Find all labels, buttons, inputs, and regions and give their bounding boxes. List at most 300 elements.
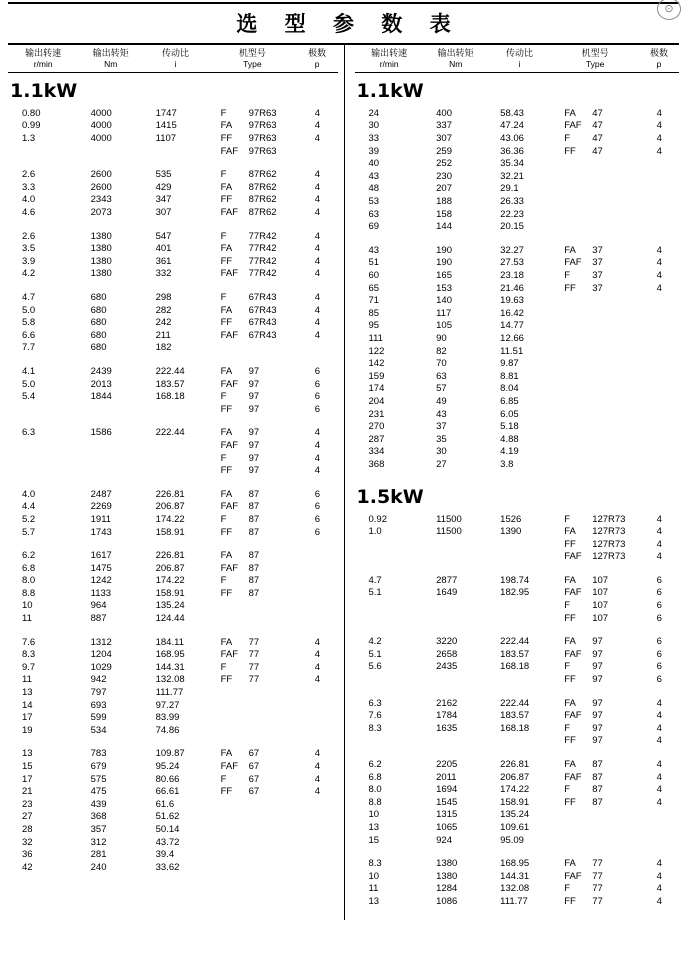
cell-output-torque: 207 — [436, 183, 452, 195]
cell-output-speed — [8, 404, 79, 417]
cell-output-speed: 3.3 — [22, 181, 36, 193]
header-unit: i — [174, 59, 177, 70]
header-output-torque — [424, 48, 488, 70]
table-row — [355, 245, 680, 258]
cell-ratio: 158.91 — [155, 526, 185, 538]
table-row — [8, 169, 338, 182]
cell-type — [552, 120, 639, 133]
cell-output-torque: 337 — [436, 120, 452, 132]
table-row — [8, 133, 338, 146]
cell-output-speed: 4.2 — [368, 636, 382, 648]
cell-type — [209, 330, 298, 343]
cell-type — [209, 465, 298, 478]
cell-output-torque: 190 — [436, 257, 452, 269]
page-title: 选 型 参 数 表 — [236, 12, 461, 36]
cell-ratio: 4.19 — [500, 446, 519, 458]
cell-poles: 6 — [314, 488, 321, 500]
cell-ratio: 222.44 — [500, 697, 530, 709]
type-number: 87R62 — [248, 194, 277, 206]
type-number: 97R63 — [248, 120, 277, 132]
cell-output-speed: 6.8 — [22, 562, 36, 574]
cell-ratio — [488, 735, 552, 748]
cell-poles: 4 — [314, 649, 321, 661]
cell-type — [209, 182, 298, 195]
cell-type — [552, 772, 639, 785]
cell-type — [209, 687, 298, 700]
type-number: 97 — [592, 722, 603, 734]
cell-poles: 6 — [656, 674, 662, 686]
cell-ratio: 135.24 — [155, 600, 185, 612]
type-prefix: FA — [220, 550, 233, 562]
cell-ratio: 168.18 — [155, 391, 185, 403]
type-number: 47 — [592, 107, 603, 119]
cell-ratio: 307 — [155, 207, 172, 219]
cell-poles: 4 — [656, 270, 662, 281]
type-number: 67 — [248, 773, 260, 785]
type-prefix: FA — [220, 488, 233, 500]
cell-type — [209, 440, 298, 453]
cell-ratio: 109.87 — [155, 748, 185, 760]
table-row — [8, 427, 338, 440]
cell-ratio: 61.6 — [155, 798, 175, 810]
cell-poles — [297, 849, 337, 862]
table-row — [355, 613, 680, 626]
left-column-header — [8, 45, 338, 70]
table-row — [8, 330, 338, 343]
type-prefix: F — [564, 661, 570, 673]
table-row — [355, 661, 680, 674]
cell-output-torque: 2162 — [436, 697, 458, 709]
type-prefix: FAF — [220, 761, 239, 772]
cell-output-torque: 693 — [90, 699, 107, 711]
type-number: 77 — [248, 649, 260, 661]
cell-type — [552, 421, 639, 434]
cell-poles: 4 — [314, 661, 321, 673]
cell-poles — [297, 575, 337, 588]
cell-output-torque: 1380 — [436, 858, 458, 870]
cell-output-torque: 70 — [436, 358, 447, 370]
cell-ratio: 8.81 — [500, 370, 519, 382]
table-row — [355, 409, 680, 422]
type-number: 87 — [248, 550, 260, 562]
table-row — [355, 383, 680, 396]
type-prefix: FA — [220, 181, 233, 193]
table-row — [8, 440, 338, 453]
cell-type — [209, 194, 298, 207]
type-number: 67 — [248, 761, 260, 772]
table-row — [8, 207, 338, 220]
type-number: 67R43 — [248, 292, 277, 303]
cell-type — [552, 108, 639, 121]
cell-output-torque: 281 — [90, 849, 107, 861]
cell-output-torque: 11500 — [436, 526, 462, 538]
type-number: 77 — [592, 858, 603, 870]
cell-poles — [640, 809, 679, 822]
cell-poles: 4 — [656, 282, 662, 294]
cell-output-speed: 204 — [368, 395, 385, 407]
cell-output-speed: 6.3 — [22, 427, 36, 439]
cell-output-speed: 19 — [22, 724, 33, 736]
cell-output-speed: 36 — [22, 849, 33, 861]
cell-output-torque: 1911 — [90, 513, 112, 525]
header-unit: p — [314, 59, 320, 70]
cell-ratio: 222.44 — [155, 427, 185, 439]
type-prefix: FF — [564, 282, 576, 294]
cell-type — [209, 761, 298, 774]
type-number: 67R43 — [248, 317, 277, 329]
cell-ratio: 144.31 — [155, 661, 185, 673]
cell-output-speed: 270 — [368, 421, 385, 433]
cell-poles — [640, 171, 679, 184]
cell-poles: 6 — [656, 612, 662, 624]
cell-output-torque: 1065 — [436, 821, 458, 833]
cell-output-speed: 11 — [368, 883, 379, 895]
cell-poles: 4 — [656, 145, 662, 157]
cell-poles: 4 — [314, 268, 321, 280]
table-row — [355, 723, 680, 736]
cell-ratio: 66.61 — [155, 786, 180, 798]
cell-ratio: 9.87 — [500, 358, 519, 370]
cell-poles — [640, 308, 679, 321]
cell-ratio: 12.66 — [500, 332, 524, 344]
type-number: 127R73 — [592, 526, 626, 538]
right-data-groups-1 — [355, 108, 680, 472]
type-number: 97R63 — [248, 107, 277, 119]
cell-output-torque: 2658 — [436, 648, 458, 660]
table-row — [8, 108, 338, 121]
cell-poles: 4 — [656, 526, 662, 538]
cell-type — [209, 514, 298, 527]
cell-type — [209, 700, 298, 713]
table-row — [8, 366, 338, 379]
cell-ratio: 111.77 — [155, 687, 184, 699]
cell-output-speed: 10 — [368, 870, 380, 882]
cell-poles — [297, 725, 337, 738]
cell-type — [209, 837, 298, 850]
cell-poles: 4 — [656, 697, 662, 709]
cell-poles: 4 — [314, 439, 321, 451]
cell-ratio: 206.87 — [155, 501, 185, 513]
cell-output-torque: 49 — [436, 395, 447, 407]
type-prefix: FAF — [564, 587, 582, 599]
cell-poles: 4 — [314, 230, 321, 242]
cell-poles: 6 — [314, 501, 321, 513]
cell-output-speed: 71 — [368, 295, 380, 307]
cell-output-torque: 4000 — [90, 107, 112, 119]
cell-output-speed: 39 — [368, 145, 380, 157]
header-output-speed — [355, 48, 424, 70]
type-number: 97 — [592, 697, 603, 709]
cell-type — [552, 221, 639, 234]
cell-poles: 4 — [314, 107, 321, 119]
cell-poles: 4 — [656, 771, 662, 783]
cell-ratio: 47.24 — [500, 120, 524, 132]
cell-output-speed — [8, 146, 79, 159]
cell-type — [209, 799, 298, 812]
cell-output-torque: 924 — [436, 834, 452, 846]
right-header-rule — [355, 72, 680, 73]
table-row — [355, 674, 680, 687]
cell-ratio: 19.63 — [500, 295, 524, 307]
cell-output-speed: 43 — [368, 170, 380, 182]
cell-ratio: 58.43 — [500, 107, 524, 119]
cell-poles: 4 — [314, 761, 321, 772]
table-row — [355, 283, 680, 296]
cell-type — [552, 358, 639, 371]
cell-type — [209, 453, 298, 466]
cell-poles — [297, 811, 337, 824]
cell-type — [209, 231, 298, 244]
table-row — [355, 371, 680, 384]
table-row — [355, 158, 680, 171]
cell-output-speed: 11 — [22, 674, 32, 686]
type-prefix: FAF — [564, 120, 582, 132]
cell-type — [552, 613, 639, 626]
cell-output-speed: 5.6 — [368, 661, 382, 673]
type-prefix: FAF — [564, 710, 582, 722]
table-row — [8, 862, 338, 875]
cell-output-speed: 63 — [368, 208, 380, 220]
table-row — [355, 514, 680, 527]
table-row — [355, 270, 680, 283]
cell-output-torque: 1380 — [90, 230, 112, 242]
cell-output-torque: 1380 — [90, 268, 112, 280]
cell-output-torque: 680 — [90, 329, 107, 341]
cell-output-torque: 82 — [436, 345, 447, 357]
table-row — [8, 514, 338, 527]
cell-ratio: 182 — [155, 342, 172, 354]
type-number: 67R43 — [248, 329, 277, 341]
header-poles — [297, 48, 338, 70]
type-prefix: FA — [220, 427, 233, 439]
cell-type — [552, 809, 639, 822]
type-prefix: F — [220, 107, 227, 119]
cell-output-speed: 8.0 — [368, 784, 382, 796]
type-number: 47 — [592, 133, 603, 145]
cell-output-torque: 190 — [436, 244, 452, 256]
table-row — [8, 837, 338, 850]
cell-ratio: 4.88 — [500, 433, 519, 445]
type-prefix: FF — [564, 145, 576, 157]
power-heading-right-1: 1.1kW — [356, 79, 424, 102]
cell-output-torque: 887 — [90, 613, 107, 625]
data-group — [8, 292, 338, 355]
cell-poles — [640, 822, 679, 835]
table-row — [8, 637, 338, 650]
cell-poles: 4 — [314, 207, 321, 219]
cell-ratio: 29.1 — [500, 183, 519, 195]
cell-type — [552, 146, 639, 159]
cell-ratio: 23.18 — [500, 270, 524, 281]
type-prefix: FA — [220, 636, 233, 648]
cell-output-speed: 10 — [22, 600, 33, 612]
cell-output-torque: 165 — [436, 270, 452, 281]
cell-type — [209, 489, 298, 502]
cell-ratio: 183.57 — [500, 710, 530, 722]
cell-output-torque — [79, 465, 144, 478]
cell-poles: 4 — [314, 120, 321, 132]
table-row — [355, 822, 680, 835]
cell-output-torque: 90 — [436, 332, 447, 344]
cell-type — [552, 383, 639, 396]
table-row — [355, 396, 680, 409]
cell-output-speed: 0.99 — [22, 120, 41, 132]
cell-ratio: 168.18 — [500, 661, 530, 673]
cell-type — [209, 563, 298, 576]
cell-type — [209, 748, 298, 761]
cell-ratio: 43.72 — [155, 836, 180, 848]
cell-type — [209, 662, 298, 675]
cell-type — [209, 637, 298, 650]
cell-poles: 4 — [656, 551, 662, 563]
cell-type — [552, 183, 639, 196]
cell-output-torque: 158 — [436, 208, 452, 220]
cell-ratio: 135.24 — [500, 809, 530, 821]
cell-type — [552, 858, 639, 871]
cell-poles: 6 — [656, 636, 662, 648]
type-number: 97 — [592, 710, 603, 722]
cell-output-torque: 105 — [436, 320, 452, 332]
cell-output-torque: 2487 — [90, 488, 112, 500]
type-number: 87 — [592, 784, 603, 796]
cell-output-torque: 1380 — [90, 255, 112, 267]
data-group — [8, 169, 338, 219]
header-unit: Nm — [104, 59, 118, 70]
cell-poles — [640, 446, 679, 459]
type-prefix: FAF — [564, 257, 582, 269]
type-prefix: FA — [220, 243, 233, 255]
table-row — [355, 146, 680, 159]
cell-ratio: 8.04 — [500, 383, 519, 395]
table-row — [355, 133, 680, 146]
table-row — [8, 799, 338, 812]
cell-ratio — [144, 404, 209, 417]
cell-output-torque: 2013 — [90, 378, 112, 390]
type-prefix: FF — [564, 674, 576, 686]
cell-ratio: 5.18 — [500, 421, 519, 433]
cell-output-speed: 95 — [368, 320, 380, 332]
type-prefix: F — [220, 575, 227, 587]
cell-output-torque: 140 — [436, 295, 452, 307]
header-unit: Nm — [449, 59, 463, 70]
type-prefix: FA — [220, 120, 233, 132]
cell-type — [209, 366, 298, 379]
type-number: 107 — [592, 587, 609, 599]
type-number: 97 — [248, 452, 260, 464]
type-number: 87R62 — [248, 181, 277, 193]
cell-output-torque: 1133 — [90, 587, 112, 599]
cell-output-torque: 4000 — [90, 120, 112, 132]
cell-output-torque: 230 — [436, 170, 452, 182]
type-prefix: FA — [564, 244, 576, 256]
cell-output-torque — [79, 440, 144, 453]
cell-output-torque: 259 — [436, 145, 452, 157]
type-number: 77R42 — [248, 255, 277, 267]
cell-output-torque: 2011 — [436, 771, 457, 783]
cell-ratio: 226.81 — [500, 759, 530, 770]
cell-ratio: 124.44 — [155, 613, 185, 625]
cell-ratio: 206.87 — [155, 562, 185, 574]
type-number: 97R63 — [248, 145, 277, 157]
cell-type — [552, 784, 639, 797]
table-row — [355, 649, 680, 662]
type-prefix: FAF — [564, 648, 582, 660]
cell-ratio: 198.74 — [500, 574, 530, 586]
cell-output-speed: 8.3 — [368, 722, 382, 734]
table-row — [355, 551, 680, 564]
cell-ratio: 16.42 — [500, 307, 524, 319]
cell-poles: 4 — [314, 773, 321, 785]
cell-output-speed: 6.8 — [368, 771, 382, 783]
type-number: 87R62 — [248, 207, 277, 219]
cell-output-torque — [79, 453, 144, 466]
cell-output-torque: 680 — [90, 342, 107, 354]
cell-type — [209, 243, 298, 256]
cell-ratio: 168.95 — [155, 649, 185, 661]
cell-ratio: 183.57 — [155, 378, 185, 390]
cell-output-speed: 122 — [368, 345, 385, 357]
table-row — [8, 600, 338, 613]
type-prefix: FA — [564, 107, 576, 119]
cell-poles — [640, 295, 679, 308]
type-number: 107 — [592, 574, 609, 586]
cell-output-speed: 4.7 — [368, 574, 382, 586]
cell-poles — [640, 183, 679, 196]
table-columns — [8, 45, 679, 920]
cell-poles — [297, 837, 337, 850]
cell-output-speed: 30 — [368, 120, 380, 132]
type-prefix: FA — [220, 365, 233, 377]
left-header-rule — [8, 72, 338, 73]
cell-type — [552, 759, 639, 772]
cell-ratio: 1747 — [155, 107, 177, 119]
cell-output-speed: 5.0 — [22, 304, 36, 316]
cell-ratio — [144, 146, 209, 159]
cell-output-torque: 2600 — [90, 181, 112, 193]
cell-ratio — [488, 551, 552, 564]
table-row — [8, 575, 338, 588]
type-prefix: FAF — [220, 378, 239, 390]
cell-output-speed — [8, 453, 79, 466]
table-row — [355, 346, 680, 359]
cell-ratio: 43.06 — [500, 133, 524, 145]
table-row — [8, 849, 338, 862]
power-heading-left: 1.1kW — [10, 79, 78, 102]
cell-type — [552, 245, 639, 258]
cell-ratio: 109.61 — [500, 821, 530, 833]
cell-ratio: 80.66 — [155, 773, 180, 785]
cell-type — [552, 575, 639, 588]
cell-ratio — [144, 440, 209, 453]
type-number: 97 — [248, 365, 260, 377]
cell-output-speed — [355, 551, 425, 564]
cell-poles: 4 — [314, 133, 321, 145]
type-prefix: FA — [564, 858, 576, 870]
cell-output-speed: 8.3 — [22, 649, 36, 661]
type-prefix: FA — [564, 697, 576, 709]
cell-poles: 6 — [314, 403, 321, 415]
cell-output-speed: 8.3 — [368, 858, 382, 870]
cell-output-speed: 3.9 — [22, 255, 36, 267]
type-prefix: F — [564, 270, 570, 281]
cell-output-torque: 475 — [90, 786, 107, 798]
header-output-speed — [8, 48, 78, 70]
cell-ratio: 182.95 — [500, 587, 530, 599]
cell-ratio: 95.09 — [500, 834, 524, 846]
cell-output-speed — [355, 613, 425, 626]
table-row — [355, 797, 680, 810]
cell-poles — [297, 342, 337, 355]
